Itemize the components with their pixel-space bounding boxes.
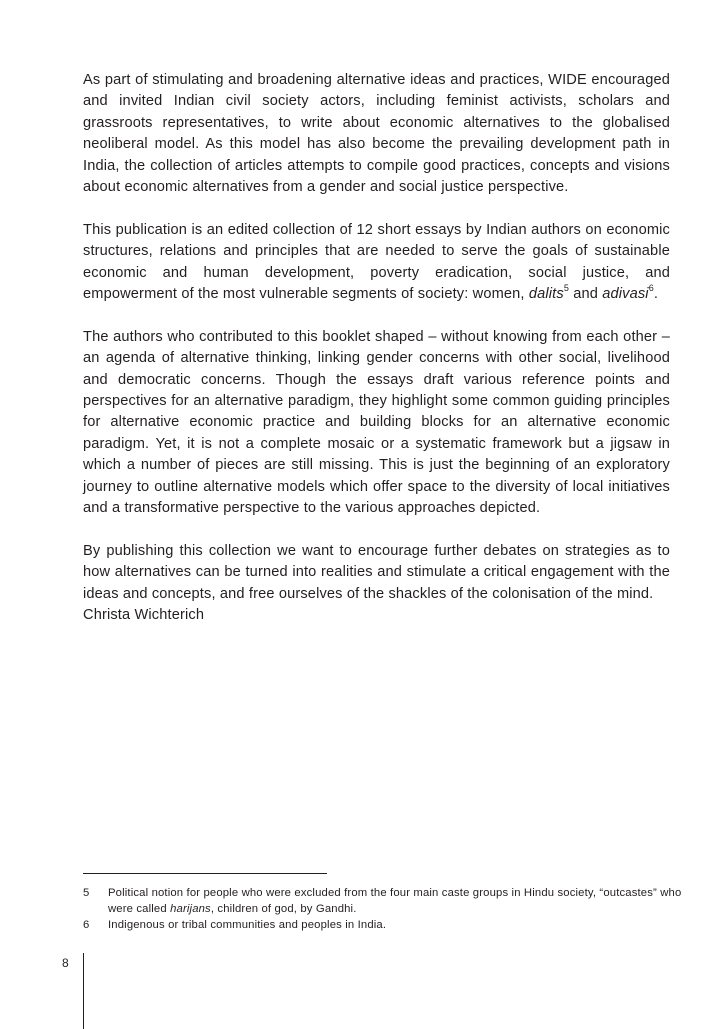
margin-rule [83,953,84,1029]
footnote-ref-6[interactable]: 6 [648,283,654,294]
footnote-number: 5 [83,887,90,899]
footnote-text-part: , children of god, by Gandhi. [210,902,357,915]
footnote-ref-5[interactable]: 5 [563,283,569,294]
footnote-divider [83,873,327,874]
page-number: 8 [62,956,69,970]
paragraph-4: By publishing this collection we want to encourage further debates on strategies as to how alternatives can be turned into realities and stimulate a critical engagement with the ideas and concepts, and free ourselves of the shackles of the colonisation of the mind. [83,542,670,602]
paragraph-3: The authors who contributed to this booklet shaped – without knowing from each other – an agenda of alternative thinking, linking gender concerns with other social, livelihood and democratic concerns. Though the essays draft various reference points and perspectives for an alternative paradigm, they highlight some common guiding principles for alternative economic practice and building blocks for an alternative economic paradigm. Yet, it is not a complete mosaic or a systematic framework but a jigsaw in which a number of pieces are still missing. This is just the beginning of an exploratory journey to outline alternative models which offer space to the diversity of local initiatives and a transformative perspective to the various approaches depicted. [83,328,670,517]
body-text [83,70,670,648]
footnote-number: 6 [83,918,90,931]
term-harijans: harijans [170,902,211,915]
footnote-6 [83,918,683,934]
paragraph-2 [83,220,670,306]
author-signature: Christa Wichterich [83,607,205,624]
paragraph-2-end: . [653,286,659,303]
conjunction-and: and [568,286,603,303]
footnote-text-part: Political notion for people who were excluded from the four main caste groups in Hindu society, “outcastes” who were called [108,887,682,915]
term-dalits: dalits [528,286,564,303]
footnote-5 [83,886,683,918]
footnote-text: Indigenous or tribal communities and peoples in India. [108,918,387,931]
paragraph-2-text: This publication is an edited collection of 12 short essays by Indian authors on economic structures, relations and principles that are needed to serve the goals of sustainable economic and human development, poverty eradication, social justice, and empowerment of the most vulnerable segments of society: women, [83,221,670,303]
paragraph-1: As part of stimulating and broadening alternative ideas and practices, WIDE encouraged and invited Indian civil society actors, including feminist activists, scholars and grassroots representatives, to write about economic alternatives to the globalised neoliberal model. As this model has also become the prevailing development path in India, the collection of articles attempts to compile good practices, concepts and visions about economic alternatives from a gender and social justice perspective. [83,72,670,196]
term-adivasi: adivasi [602,286,649,303]
footnote-text [108,886,683,918]
footnotes [83,886,683,933]
